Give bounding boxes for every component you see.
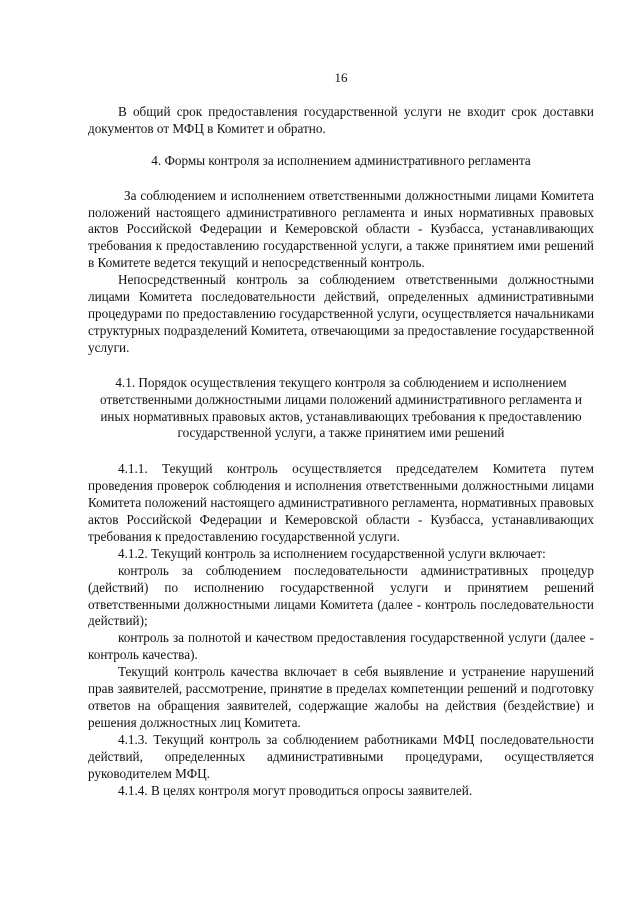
subsection-paragraph: контроль за соблюдением последовательности административных процедур (действий) по исполнению государственной услуги и принятием решений ответственными должностными лицами Комитета (далее - контроль последовательности действий);: [88, 562, 594, 629]
subsection-paragraph: 4.1.4. В целях контроля могут проводиться опросы заявителей.: [118, 782, 473, 798]
intro-paragraph: В общий срок предоставления государственной услуги не входит срок доставки документов от МФЦ в Комитет и обратно.: [88, 103, 594, 136]
section-paragraph: Непосредственный контроль за соблюдением ответственными должностными лицами Комитета последовательности действий, определенных административными процедурами по предоставлению государственной услуги, осуществляется начальниками структурных подразделений Комитета, отвечающими за предоставление государственной услуги.: [88, 272, 594, 355]
page-number: 16: [334, 70, 348, 85]
subsection-paragraph: Текущий контроль качества включает в себя выявление и устранение нарушений прав заявителей, рассмотрение, принятие в пределах компетенции решений и подготовку ответов на обращения заявителей, содержащие жалобы на действия (бездействие) и решения должностных лиц Комитета.: [88, 664, 594, 730]
section-heading: 4. Формы контроля за исполнением административного регламента: [151, 152, 531, 168]
section-paragraph: За соблюдением и исполнением ответственными должностными лицами Комитета положений настоящего административного регламента и иных нормативных правовых актов Российской Федерации и Кемеровской области - Кузбасса, устанавливающих требования к предоставлению государственной услуги, а также принятием ими решений в Комитете ведется текущий и непосредственный контроль.: [88, 187, 594, 271]
document-page: [88, 70, 594, 799]
subsection-paragraph: 4.1.3. Текущий контроль за соблюдением работниками МФЦ последовательности действий, определенных административными процедурами, осуществляется руководителем МФЦ.: [88, 731, 594, 781]
subsection-paragraph: 4.1.2. Текущий контроль за исполнением государственной услуги включает:: [118, 545, 546, 561]
subsection-heading: 4.1. Порядок осуществления текущего контроля за соблюдением и исполнением ответственными должностными лицами положений административного регламента и иных нормативных правовых актов, устанавливающих требования к предоставлению государственной услуги, а также принятием ими решений: [100, 374, 582, 441]
subsection-paragraph: контроль за полнотой и качеством предоставления государственной услуги (далее - контроль качества).: [88, 630, 594, 663]
subsection-paragraph: 4.1.1. Текущий контроль осуществляется председателем Комитета путем проведения проверок соблюдения и исполнения ответственными должностными лицами Комитета положений настоящего административного регламента, нормативных правовых актов Российской Федерации и Кемеровской области - Кузбасса, устанавливающих требования к предоставлению государственной услуги.: [88, 461, 594, 544]
